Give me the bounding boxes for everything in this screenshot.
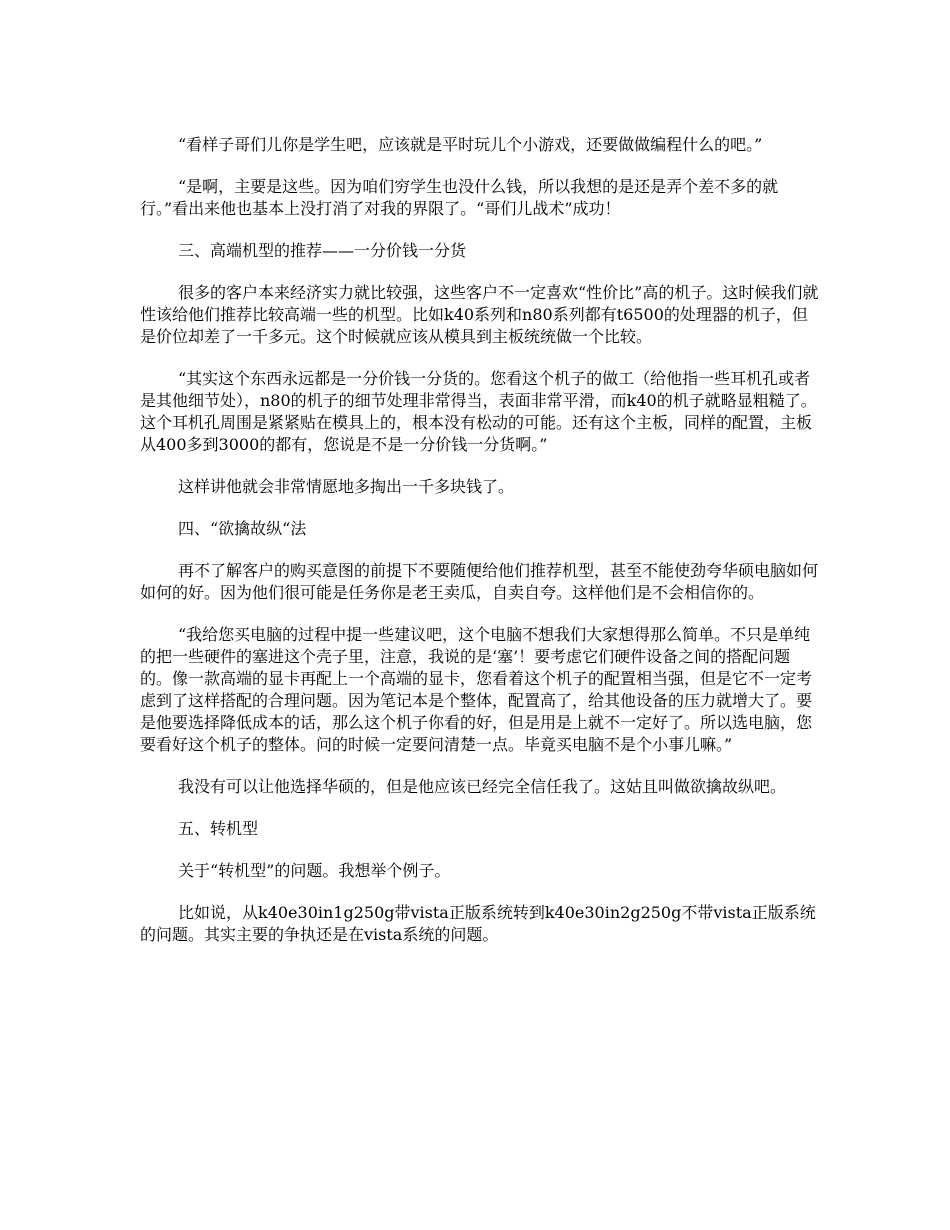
paragraph-4: 很多的客户本来经济实力就比较强，这些客户不一定喜欢“性价比”高的机子。这时候我们就性该给他们推荐比较高端一些的机型。比如k40系列和n80系列都有t6500的处理器的机子，但是价位却差了一千多元。这个时候就应该从模具到主板统统做一个比较。 — [140, 283, 819, 346]
paragraph-5: “其实这个东西永远都是一分价钱一分货的。您看这个机子的做工（给他指一些耳机孔或者是其他细节处），n80的机子的细节处理非常得当，表面非常平滑，而k40的机子就略显粗糙了。这个耳机孔周围是紧紧贴在模具上的，根本没有松动的可能。还有这个主板，同样的配置，主板从400多到3000的都有，您说是不是一分价钱一分货啊。” — [140, 369, 817, 454]
document-page — [140, 134, 820, 966]
section-heading-5: 五、转机型 — [178, 819, 259, 838]
section-heading-4: 四、“欲擒故纵“法 — [178, 519, 307, 538]
paragraph-12: 关于“转机型”的问题。我想举个例子。 — [178, 861, 451, 880]
paragraph-9: “我给您买电脑的过程中提一些建议吧，这个电脑不想我们大家想得那么简单。不只是单纯的把一些硬件的塞进这个壳子里，注意，我说的是‘塞’！要考虑它们硬件设备之间的搭配问题的。像一款高端的显卡再配上一个高端的显卡，您看着这个机子的配置相当强，但是它不一定考虑到了这样搭配的合理问题。因为笔记本是个整体，配置高了，给其他设备的压力就增大了。要是他要选择降低成本的话，那么这个机子你看的好，但是用是上就不一定好了。所以选电脑，您要看好这个机子的整体。问的时候一定要问清楚一点。毕竟买电脑不是个小事儿嘛。” — [140, 625, 813, 754]
section-heading-3: 三、高端机型的推荐——一分价钱一分货 — [178, 241, 467, 260]
paragraph-10: 我没有可以让他选择华硕的，但是他应该已经完全信任我了。这姑且叫做欲擒故纵吧。 — [178, 777, 787, 796]
paragraph-8: 再不了解客户的购买意图的前提下不要随便给他们推荐机型，甚至不能使劲夸华硕电脑如何如何的好。因为他们很可能是任务你是老王卖瓜，自卖自夸。这样他们是不会相信你的。 — [140, 561, 819, 602]
paragraph-13: 比如说，从k40e30in1g250g带vista正版系统转到k40e30in2g250g不带vista正版系统的问题。其实主要的争执还是在vista系统的问题。 — [140, 903, 816, 944]
paragraph-6: 这样讲他就会非常情愿地多掏出一千多块钱了。 — [178, 477, 515, 496]
paragraph-2: “是啊，主要是这些。因为咱们穷学生也没什么钱，所以我想的是还是弄个差不多的就行。”看出来他也基本上没打消了对我的界限了。“哥们儿战术”成功！ — [140, 177, 779, 218]
paragraph-1: “看样子哥们儿你是学生吧，应该就是平时玩儿个小游戏，还要做做编程什么的吧。” — [178, 135, 763, 154]
